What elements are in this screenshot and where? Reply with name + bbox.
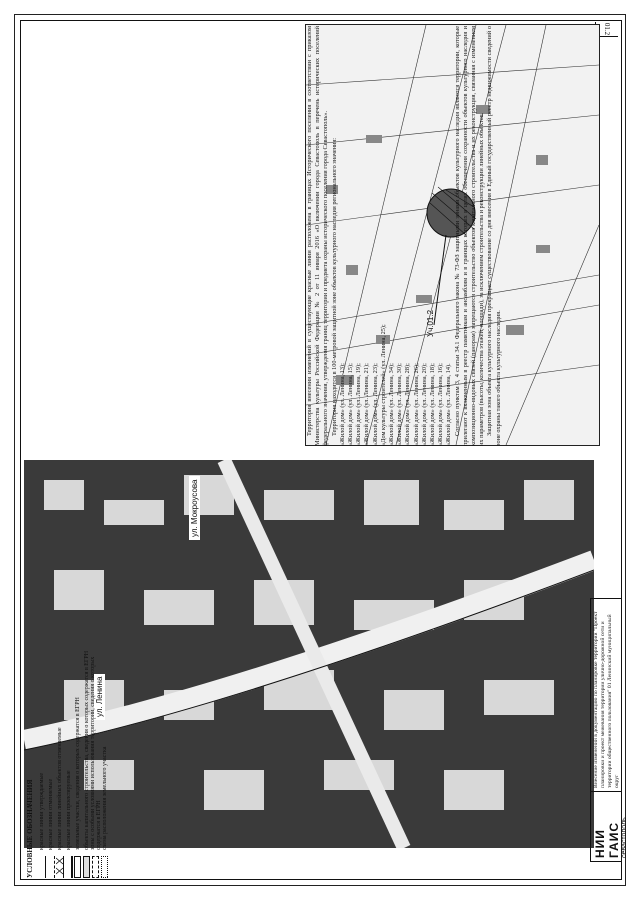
red-line-approved-swatch [38,856,46,878]
legend-row [73,628,82,878]
legend-title: УСЛОВНЫЕ ОБОЗНАЧЕНИЯ [26,779,34,878]
site-label: Уч.01.2 [426,309,435,337]
legend-label: схема расположения земельного участка [101,746,108,850]
legend-row [46,628,55,878]
legend-label: красные линии утверждаемые [38,772,45,850]
logo-name: НИИ ГАИС [593,821,621,858]
legend-row [64,628,73,878]
list-item: «Жилой дом» (ул. Ленина, 23); [371,363,379,446]
legend-row [37,628,46,878]
legend-label: объекты капитального строительства, сведения о которых содержатся в ЕГРН [83,650,90,850]
list-item: «Жилой дом» (ул. Ленина, 15); [347,363,355,446]
capital-object-swatch [83,856,90,878]
legend-label: земельные участки, сведения о которых содержатся в ЕГРН [74,697,81,850]
description-para-1: Территория внесения изменений в существующие красные линии расположена в границах Исторического поселения в соответствии с приказом Министерства культуры Российской Федерации № 2 от 11 января 2016 «О включении города Севастополь в перечень исторических поселений федерального значения, утверждения границ территории и предмета охраны исторического поселения города Севастополь». [306,26,330,446]
legend-label: зоны с особыми условиями использования территории, сведения о которых содержатся в ЕГРН [89,656,102,850]
list-item: «Жилой дом» (ул. Ленина, 34); [388,363,396,446]
description-para-3: Согласно пунктам 3, 4 статьи 34.1 Федерального закона № 73-ФЗ защитными зонами объектов культурного наследия являются территории, которые прилегают к включенным в реестр памятникам и ансамблям и в границах которых в целях обеспечения сохранности объектов культурного наследия и композиционно-видовых связей (панорам) запрещаются строительство объектов капитального строительства и их реконструкция, связанная с изменением их параметров (высоты, количества этажей, площади), за исключением строительства и реконструкции линейных объектов. [453,26,486,446]
plot-scheme-swatch [101,856,108,878]
project-title: Внесение изменений в документацию по планировке территории "Проект планировки и проект межевания территории улично-дорожной сети и территории общественного пользования" 01 Ленинский муниципальный округ [593,611,620,788]
list-item: «Жилой дом» (ул. Ленина, 30); [396,363,404,446]
title-block [590,598,628,862]
list-item: «Жилой дом» (ул. Ленина, 16); [437,363,445,446]
legend [26,628,126,878]
sheet-number: 01.2 [595,22,618,37]
special-zone-swatch [92,856,99,878]
description-para-4: Защитная зона объекта культурного наследия прекращает существование со дня внесения в Единый государственный реестр недвижимости сведений о зоне охраны такого объекта культурного наследия. [486,26,502,446]
list-item: «Жилой дом» (ул. Ленина, 14). [445,363,453,446]
legend-label: красные линии отменяемые [47,778,54,850]
description-block [306,26,596,446]
legend-row [55,628,64,878]
list-item: «Жилой дом» (ул. Ленина, 13); [338,363,346,446]
legend-label: красные линии проектируемые [65,770,72,850]
list-item: «Жилой дом» (ул. Ленина, 21); [363,363,371,446]
legend-row [91,628,100,878]
company-logo [591,791,628,861]
red-line-projected-swatch [64,856,73,878]
linear-object-cancelled-swatch [56,856,64,878]
logo-city: севастополь [621,817,628,858]
heritage-objects-list [339,26,454,446]
list-item: «Жилой дом» (ул. Ленина, 26); [412,363,420,446]
street-label-mokrousova: ул. Мокроусова [189,476,200,540]
list-item: «Жилой дом» (ул. Ленина, 20); [420,363,428,446]
legend-label: красные линии линейных объектов отменяемые [56,727,63,850]
description-para-2: Территория находится в 100-метровой защитной зоне объектов культурного наследия регионального значения: [330,137,338,436]
land-plot-swatch [74,856,81,878]
list-item: «Жилой дом» (ул. Ленина, 18); [429,363,437,446]
street-label-lenina: ул. Ленина [94,674,105,720]
list-item: «Жилой дом» (ул. Ленина, 28); [404,363,412,446]
list-item: «Жилой дом» (ул. Ленина, 19); [355,363,363,446]
list-item: «Дом культуры строителей» (ул. Ленина, 25); [379,324,387,446]
red-line-cancelled-swatch [47,856,55,878]
